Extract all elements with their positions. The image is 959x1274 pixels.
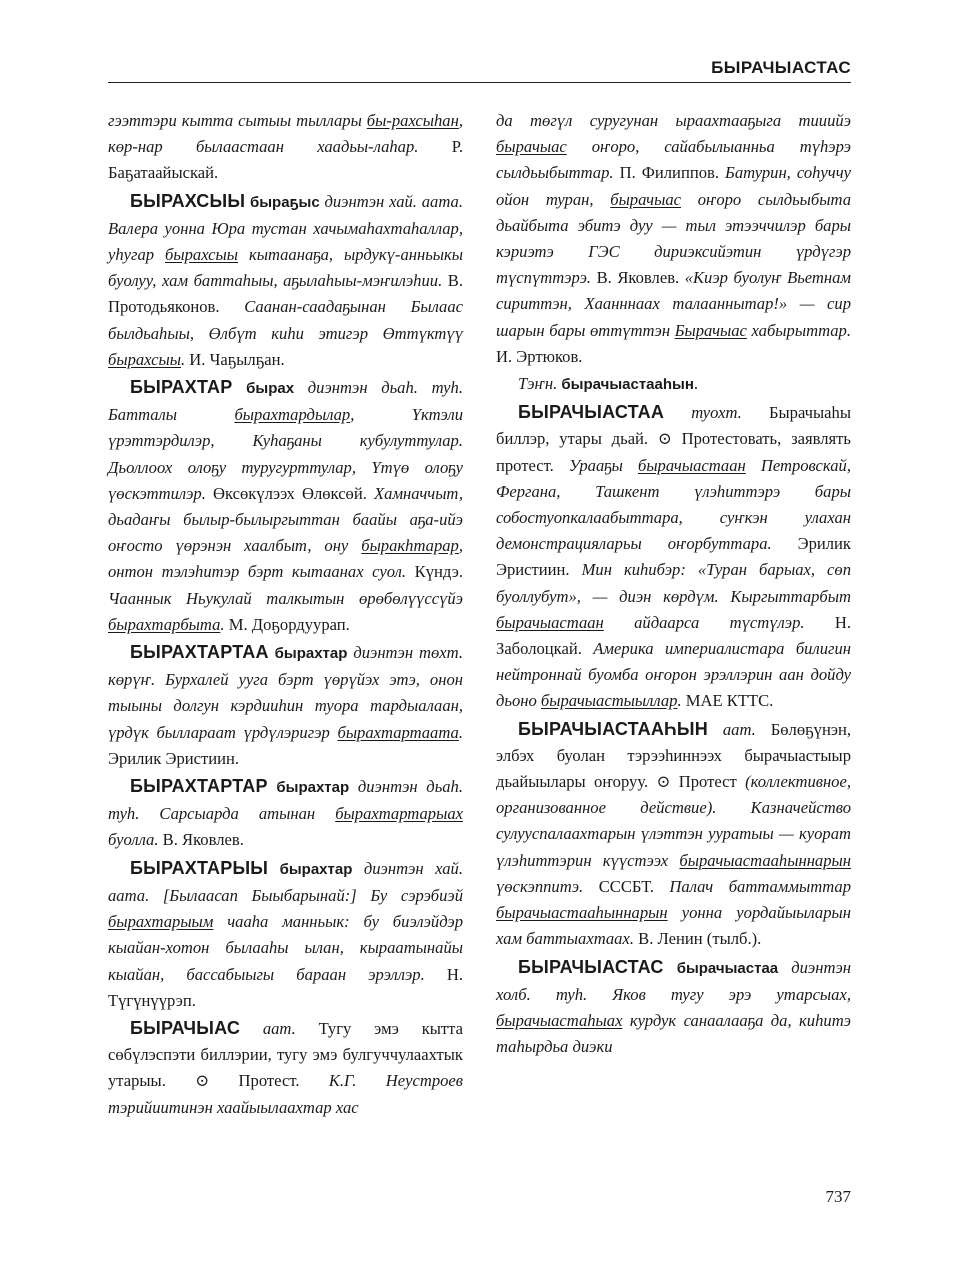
headword: БЫРАЧЫАСТААҺЫН xyxy=(518,718,708,739)
running-header-title: БЫРАЧЫАСТАС xyxy=(711,58,851,77)
entry-byrachyastaahyn: БЫРАЧЫАСТААҺЫН аат. Бөлөҕүнэн, элбэх буолан тэрээһиннээх бырачыастыыр дьайыылары оҥоруу. ⊙ Протест (коллективное, организованное действие). Казначейство сулууспалаахтарын үлэттэн ууратыы — куорат үлэһиттэрин күүстээх бырачыастааһыннарын үөскэппитэ. СССБТ. Палач баттаммыттар бырачыастааһыннарын уонна уордайыыларын хам баттыахтаах. В. Ленин (тылб.). xyxy=(496,718,851,949)
entry-byrakhsyy: БЫРАХСЫЫ быраҕыс диэнтэн хай. аата. Валера уонна Юра тустан хачымаһахтаһаллар, уһугар бырахсыы кытаанаҕа, ырдукү-анньыкы буолуу, хам баттаһыы, аҕылаһыы-мэҥилэһии. В. Протодьяконов. Саанан-саадаҕынан Былаас былдьаһыы, Өлбүт киһи этигэр Өттүктүү бырахсыы. И. Чаҕылҕан. xyxy=(108,190,463,369)
headword: БЫРАХТАРЫЫ xyxy=(130,857,269,878)
headword: БЫРАХТАРТАР xyxy=(130,776,268,797)
headword: БЫРАЧЫАСТАС xyxy=(518,956,664,977)
entry-continuation: да төгүл суругунан ыраахтааҕыга тииийэ бырачыас оҥоро, сайабылыанньа түһэрэ сылдьыбыттар. П. Филиппов. Батурин, соһуччу ойон туран, бырачыас оҥоро сылдьыбыта дьайбыта эбитэ дуу — тыл этээччилэр бары кэриэтэ ГЭС дириэксийэтин үрдүгэр түспүттэрэ. В. Яковлев. «Киэр буолуҥ Вьетнам сириттэн, Хаанннаах талааннытар!» — сир шарын бары өттүттэн Бырачыас хабырыттар. И. Эртюков. xyxy=(496,111,852,366)
cross-reference: Тэҥн. бырачыастааһын. xyxy=(518,374,699,394)
left-column xyxy=(108,108,463,1121)
entry-byrakhtaryy: БЫРАХТАРЫЫ бырахтар диэнтэн хай. аата. [Былаасап Быыбарынай:] Бу сэрэбиэй бырахтарыым чааһа манньык: бу биэлэйдэр кыайан-хотон былааһы ылан, кыраатынайы кыайан, бассабыыгы бараан эрэллэр. Н. Түгүнүүрэп. xyxy=(108,857,463,1010)
entry-continuation: гээттэри кытта сытыы тыллары бы-рахсыһан, көр-нар былаастаан хаадьы-лаһар. Р. Баҕатаайыскай. xyxy=(108,111,463,183)
page-number: 737 xyxy=(825,1187,851,1206)
headword: БЫРАХТАРТАА xyxy=(130,642,269,663)
entry-byrachyastas: БЫРАЧЫАСТАС бырачыастаа диэнтэн холб. туһ. Яков тугу эрэ утарсыах, бырачыастаһыах курдук санаалааҕа да, киһитэ таһырдьа диэки xyxy=(496,956,851,1057)
entry-byrakhtartar: БЫРАХТАРТАР бырахтар диэнтэн дьаһ. туһ. Сарсыарда атынан бырахтартарыах буолла. В. Яковлев. xyxy=(108,776,463,850)
entry-byrachyastaa: БЫРАЧЫАСТАА туохт. Бырачыаһы биллэр, утары дьай. ⊙ Протестовать, заявлять протест. Урааҕы бырачыастаан Петровскай, Фергана, Ташкент үлэһиттэрэ бары собостуопкалаабыттара, суҥкэн улахан демонстрацияларьы оҥорбуттара. Эрилик Эристиин. Мин киһибэр: «Туран барыах, сөп буоллубут», — диэн көрдүм. Кыргыттарбыт бырачыастаан айдаарса түстүлэр. Н. Заболоцкай. Америка империалистара билигин нейтроннай буомба оҥорон эрэллэрин аан дойду дьоно бырачыастыыллар. МАЕ КТТС. xyxy=(496,402,851,711)
headword: БЫРАЧЫАСТАА xyxy=(518,402,665,423)
running-header xyxy=(108,52,851,83)
entry-byrachyas: БЫРАЧЫАС аат. Тугу эмэ кытта сөбүлэспэти биллэрии, тугу эмэ булгуччулаахтык утарыы. ⊙ Протест. К.Г. Неустроев тэрийиитинэн хаайыылаахтар хас xyxy=(108,1017,463,1117)
right-column xyxy=(496,108,851,1060)
entry-byrakhtartaa: БЫРАХТАРТАА бырахтар диэнтэн төхт. көрүҥ. Бурхалей ууга бэрт үөрүйэх этэ, онон тыыны долгун кэрдииһин туора тардыалаан, үрдүк былларaат үрдүлэригэр бырахтартаата. Эрилик Эристиин. xyxy=(108,642,463,768)
headword: БЫРАХСЫЫ xyxy=(130,190,246,211)
headword: БЫРАХТАР xyxy=(130,377,233,398)
entry-byrakhtar: БЫРАХТАР бырах диэнтэн дьаһ. туһ. Батталы бырахтардылар, Үктэли үрэттэрдилэр, Куһаҕаны кубулуттулар. Дьоллоох олоҕу туругурттулар, Үтүө олоҕу үөскэттилэр. Өксөкүлээх Өлөксөй. Хамначчыт, дьадаҥы былыр-былыргыттан баайы аҕа-ийэ оҥосто үөрэнэн хаалбыт, ону быракhтарар, онтон тэлэһитэр бэрт кытаанах суол. Күндэ. Чааннык Ньукулай талкытын өрөбөлүүссүйэ бырахтарбыта. М. Доҕордуурап. xyxy=(108,377,463,634)
headword: БЫРАЧЫАС xyxy=(130,1017,241,1038)
